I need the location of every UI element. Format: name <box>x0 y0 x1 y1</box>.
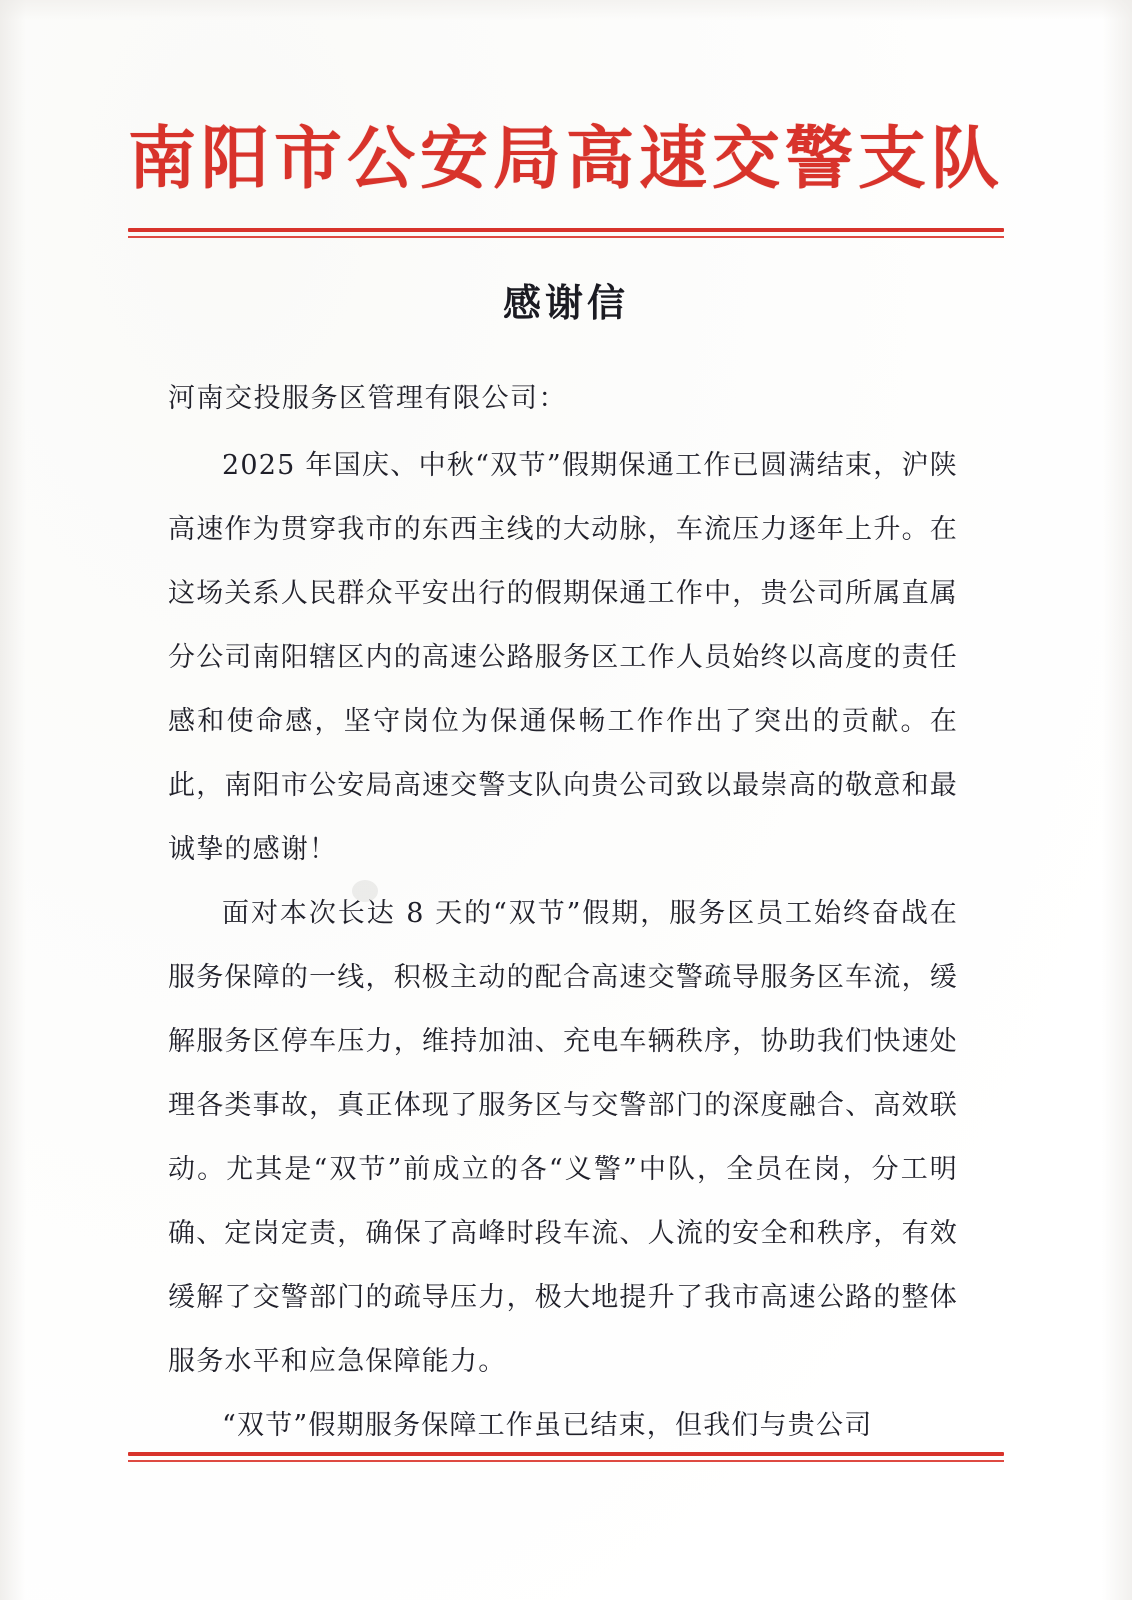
salutation: 河南交投服务区管理有限公司： <box>168 383 567 414</box>
body-paragraph-3: “双节”假期服务保障工作虽已结束，但我们与贵公司 <box>222 1409 873 1441</box>
header-divider-thin-line <box>128 236 1004 238</box>
header-divider <box>128 228 1004 238</box>
page-title: 感谢信 <box>502 280 629 325</box>
body-paragraph-2: 面对本次长达 8 天的“双节”假期，服务区员工始终奋战在服务保障的一线，积极主动的配合高速交警疏导服务区车流，缓解服务区停车压力，维持加油、充电车辆秩序，协助我们快速处理各类事故，真正体现了服务区与交警部门的深度融合、高效联动。尤其是“双节”前成立的各“义警”中队，全员在岗，分工明确、定岗定责，确保了高峰时段车流、人流的安全和秩序，有效缓解了交警部门的疏导压力，极大地提升了我市高速公路的整体服务水平和应急保障能力。 <box>168 897 958 1377</box>
document-body <box>168 378 958 1458</box>
footer-divider <box>128 1452 1004 1462</box>
body-paragraph-1: 2025 年国庆、中秋“双节”假期保通工作已圆满结束，沪陕高速作为贯穿我市的东西主线的大动脉，车流压力逐年上升。在这场关系人民群众平安出行的假期保通工作中，贵公司所属直属分公司南阳辖区内的高速公路服务区工作人员始终以高度的责任感和使命感，坚守岗位为保通保畅工作作出了突出的贡献。在此，南阳市公安局高速交警支队向贵公司致以最崇高的敬意和最诚挚的感谢！ <box>168 449 958 865</box>
scan-speck <box>352 880 378 902</box>
footer-divider-thin-line <box>128 1460 1004 1462</box>
letterhead <box>0 119 1132 199</box>
scan-speck <box>760 1290 770 1299</box>
letterhead-title: 南阳市公安局高速交警支队 <box>127 119 1004 199</box>
